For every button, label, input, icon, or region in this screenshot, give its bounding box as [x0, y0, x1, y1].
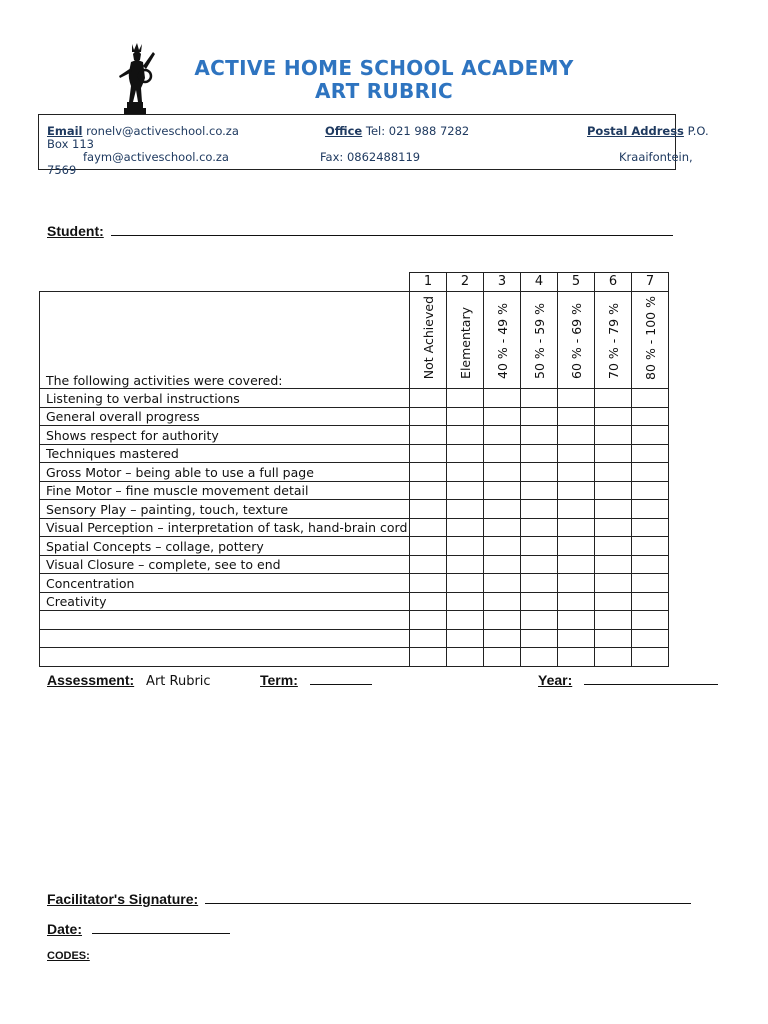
score-cell[interactable] [521, 555, 558, 574]
score-cell[interactable] [521, 463, 558, 482]
score-cell[interactable] [558, 555, 595, 574]
score-cell[interactable] [558, 648, 595, 667]
level-number: 1 [410, 273, 447, 292]
score-cell[interactable] [447, 592, 484, 611]
score-cell[interactable] [410, 629, 447, 648]
table-row [40, 500, 669, 519]
level-header-row [40, 291, 669, 389]
score-cell[interactable] [558, 481, 595, 500]
table-row [40, 426, 669, 445]
score-cell[interactable] [521, 481, 558, 500]
score-cell[interactable] [484, 518, 521, 537]
score-cell[interactable] [410, 611, 447, 630]
score-cell[interactable] [410, 500, 447, 519]
document-title: ART RUBRIC [315, 79, 453, 103]
score-cell[interactable] [410, 537, 447, 556]
score-cell[interactable] [632, 518, 669, 537]
score-cell[interactable] [632, 611, 669, 630]
activity-label: Shows respect for authority [40, 426, 410, 445]
score-cell[interactable] [595, 611, 632, 630]
date-line [47, 921, 230, 937]
score-cell[interactable] [410, 555, 447, 574]
score-cell[interactable] [632, 592, 669, 611]
table-row [40, 481, 669, 500]
level-label: Not Achieved [420, 296, 436, 380]
score-cell[interactable] [410, 648, 447, 667]
score-cell[interactable] [447, 463, 484, 482]
score-cell[interactable] [410, 444, 447, 463]
level-number: 3 [484, 273, 521, 292]
office-label: Office [325, 124, 363, 138]
score-cell[interactable] [410, 574, 447, 593]
score-cell[interactable] [447, 518, 484, 537]
activity-label [40, 648, 410, 667]
score-cell[interactable] [447, 426, 484, 445]
score-cell[interactable] [410, 592, 447, 611]
score-cell[interactable] [410, 463, 447, 482]
score-cell[interactable] [558, 611, 595, 630]
score-cell[interactable] [595, 537, 632, 556]
school-title: ACTIVE HOME SCHOOL ACADEMY [194, 56, 574, 80]
score-cell[interactable] [595, 574, 632, 593]
score-cell[interactable] [558, 500, 595, 519]
email-label: Email [47, 124, 83, 138]
score-cell[interactable] [410, 481, 447, 500]
student-label: Student: [47, 223, 104, 239]
score-cell[interactable] [595, 592, 632, 611]
assessment-line [47, 672, 211, 689]
score-cell[interactable] [410, 407, 447, 426]
table-row [40, 611, 669, 630]
score-cell[interactable] [447, 407, 484, 426]
score-cell[interactable] [484, 574, 521, 593]
statue-logo-icon [112, 40, 158, 118]
score-cell[interactable] [410, 426, 447, 445]
score-cell[interactable] [484, 629, 521, 648]
score-cell[interactable] [521, 574, 558, 593]
score-cell[interactable] [521, 407, 558, 426]
score-cell[interactable] [558, 444, 595, 463]
level-label: Elementary [457, 307, 473, 380]
table-row [40, 574, 669, 593]
score-cell[interactable] [521, 648, 558, 667]
score-cell[interactable] [558, 592, 595, 611]
activity-label: Techniques mastered [40, 444, 410, 463]
score-cell[interactable] [521, 426, 558, 445]
score-cell[interactable] [558, 518, 595, 537]
signature-line [47, 891, 691, 907]
year-label: Year: [538, 672, 573, 688]
level-label: 70 % - 79 % [605, 303, 621, 380]
activity-label: Fine Motor – fine muscle movement detail [40, 481, 410, 500]
level-number: 6 [595, 273, 632, 292]
score-cell[interactable] [447, 611, 484, 630]
assessment-label: Assessment: [47, 672, 135, 688]
student-line [47, 223, 673, 239]
year-input-line[interactable] [584, 684, 718, 685]
score-cell[interactable] [484, 592, 521, 611]
score-cell[interactable] [447, 629, 484, 648]
activity-label [40, 611, 410, 630]
score-cell[interactable] [484, 611, 521, 630]
score-cell[interactable] [410, 518, 447, 537]
score-cell[interactable] [447, 648, 484, 667]
score-cell[interactable] [484, 407, 521, 426]
term-label: Term: [260, 672, 298, 688]
activity-label [40, 629, 410, 648]
rubric-table [39, 272, 669, 667]
score-cell[interactable] [521, 389, 558, 408]
score-cell[interactable] [447, 389, 484, 408]
score-cell[interactable] [595, 389, 632, 408]
number-row [40, 273, 669, 292]
level-label: 60 % - 69 % [568, 303, 584, 380]
activities-intro: The following activities were covered: [40, 291, 410, 389]
score-cell[interactable] [595, 629, 632, 648]
level-number: 7 [632, 273, 669, 292]
level-number: 2 [447, 273, 484, 292]
score-cell[interactable] [595, 500, 632, 519]
score-cell[interactable] [447, 574, 484, 593]
activity-label: Gross Motor – being able to use a full page [40, 463, 410, 482]
activity-label: Visual Perception – interpretation of task, hand-brain cord [40, 518, 410, 537]
score-cell[interactable] [558, 574, 595, 593]
score-cell[interactable] [484, 500, 521, 519]
score-cell[interactable] [632, 500, 669, 519]
score-cell[interactable] [595, 555, 632, 574]
postal-line-1 [587, 124, 709, 138]
date-label: Date: [47, 921, 83, 937]
score-cell[interactable] [447, 537, 484, 556]
score-cell[interactable] [484, 444, 521, 463]
score-cell[interactable] [447, 555, 484, 574]
score-cell[interactable] [558, 537, 595, 556]
score-cell[interactable] [521, 592, 558, 611]
level-number: 4 [521, 273, 558, 292]
office-fax: Fax: 0862488119 [320, 150, 421, 164]
term-line [260, 672, 372, 688]
score-cell[interactable] [484, 389, 521, 408]
email-line-1 [47, 124, 239, 138]
score-cell[interactable] [484, 426, 521, 445]
activity-label: Creativity [40, 592, 410, 611]
codes-label: CODES: [47, 950, 90, 962]
activity-label: Listening to verbal instructions [40, 389, 410, 408]
table-row [40, 648, 669, 667]
table-row [40, 555, 669, 574]
score-cell[interactable] [595, 463, 632, 482]
level-label: 40 % - 49 % [494, 303, 510, 380]
table-row [40, 407, 669, 426]
assessment-value: Art Rubric [146, 674, 211, 689]
score-cell[interactable] [484, 648, 521, 667]
score-cell[interactable] [447, 500, 484, 519]
postal-label: Postal Address [587, 124, 684, 138]
level-label: 80 % - 100 % [642, 295, 658, 380]
postal-po: P.O. [687, 124, 709, 138]
activity-label: Visual Closure – complete, see to end [40, 555, 410, 574]
score-cell[interactable] [632, 555, 669, 574]
signature-label: Facilitator's Signature: [47, 891, 199, 907]
score-cell[interactable] [521, 611, 558, 630]
score-cell[interactable] [595, 426, 632, 445]
score-cell[interactable] [521, 629, 558, 648]
activity-label: General overall progress [40, 407, 410, 426]
score-cell[interactable] [632, 444, 669, 463]
score-cell[interactable] [595, 444, 632, 463]
score-cell[interactable] [595, 407, 632, 426]
table-row [40, 518, 669, 537]
table-row [40, 463, 669, 482]
score-cell[interactable] [632, 537, 669, 556]
score-cell[interactable] [521, 518, 558, 537]
year-line [538, 672, 718, 688]
postal-code: 7569 [47, 163, 77, 177]
score-cell[interactable] [484, 537, 521, 556]
table-row [40, 389, 669, 408]
postal-box: Box 113 [47, 137, 94, 151]
score-cell[interactable] [484, 481, 521, 500]
level-number: 5 [558, 273, 595, 292]
score-cell[interactable] [484, 555, 521, 574]
score-cell[interactable] [558, 463, 595, 482]
table-row [40, 537, 669, 556]
score-cell[interactable] [558, 389, 595, 408]
score-cell[interactable] [484, 463, 521, 482]
office-line-1 [325, 124, 469, 138]
score-cell[interactable] [632, 574, 669, 593]
postal-town: Kraaifontein, [619, 150, 693, 164]
score-cell[interactable] [521, 537, 558, 556]
email-1[interactable]: ronelv@activeschool.co.za [86, 124, 239, 138]
activity-label: Sensory Play – painting, touch, texture [40, 500, 410, 519]
score-cell[interactable] [521, 444, 558, 463]
activity-label: Spatial Concepts – collage, pottery [40, 537, 410, 556]
score-cell[interactable] [410, 389, 447, 408]
score-cell[interactable] [595, 518, 632, 537]
signature-input-line[interactable] [205, 903, 691, 904]
date-input-line[interactable] [92, 933, 230, 934]
student-input-line[interactable] [111, 235, 673, 236]
codes-line [47, 950, 90, 962]
score-cell[interactable] [632, 463, 669, 482]
score-cell[interactable] [632, 629, 669, 648]
score-cell[interactable] [632, 389, 669, 408]
table-row [40, 444, 669, 463]
score-cell[interactable] [558, 426, 595, 445]
rubric-body [40, 389, 669, 667]
score-cell[interactable] [558, 629, 595, 648]
score-cell[interactable] [632, 426, 669, 445]
score-cell[interactable] [595, 481, 632, 500]
score-cell[interactable] [521, 500, 558, 519]
score-cell[interactable] [632, 648, 669, 667]
score-cell[interactable] [632, 481, 669, 500]
table-row [40, 629, 669, 648]
email-2[interactable]: faym@activeschool.co.za [83, 150, 229, 164]
level-label: 50 % - 59 % [531, 303, 547, 380]
table-row [40, 592, 669, 611]
score-cell[interactable] [595, 648, 632, 667]
activity-label: Concentration [40, 574, 410, 593]
office-tel: Tel: 021 988 7282 [365, 124, 470, 138]
score-cell[interactable] [447, 444, 484, 463]
score-cell[interactable] [447, 481, 484, 500]
score-cell[interactable] [558, 407, 595, 426]
score-cell[interactable] [632, 407, 669, 426]
term-input-line[interactable] [310, 684, 372, 685]
